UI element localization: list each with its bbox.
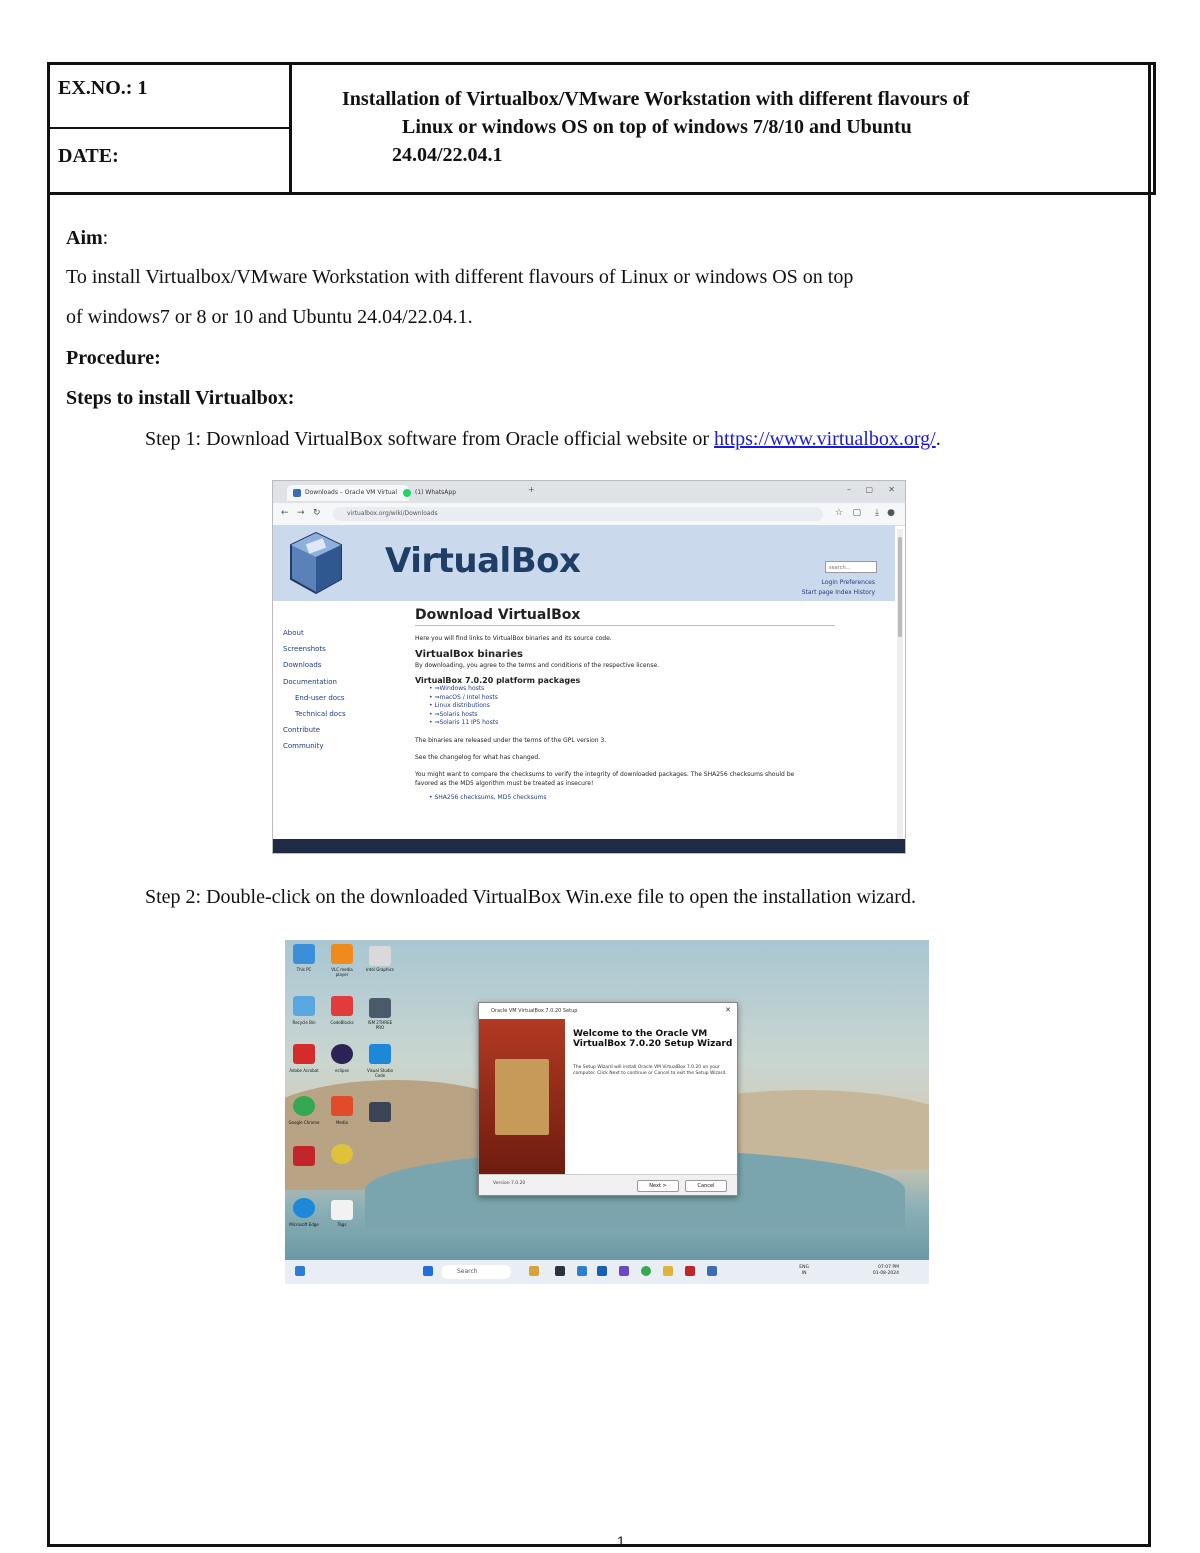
taskbar-chrome-icon[interactable] xyxy=(641,1266,651,1276)
extensions-icon[interactable]: ▢ xyxy=(852,508,861,518)
taskbar-app-icon[interactable] xyxy=(555,1266,565,1276)
wizard-version: Version 7.0.20 xyxy=(493,1181,526,1186)
windows-taskbar xyxy=(273,839,905,853)
recycle-bin-icon[interactable] xyxy=(293,996,315,1016)
close-icon[interactable]: ✕ xyxy=(888,485,895,494)
adobe-acrobat-icon[interactable] xyxy=(293,1044,315,1064)
step2-paragraph: Step 2: Double-click on the downloaded VirtualBox Win.exe file to open the installation wizard. xyxy=(145,886,916,908)
sidebar-item-end-user-docs[interactable]: End-user docs xyxy=(295,693,345,702)
page-number: 1 xyxy=(617,1533,625,1549)
download-icon[interactable]: ⤓ xyxy=(875,508,879,518)
start-icon[interactable] xyxy=(423,1266,433,1276)
taskbar-app-icon[interactable] xyxy=(685,1266,695,1276)
wizard-heading: Welcome to the Oracle VM VirtualBox 7.0.20 Setup Wizard xyxy=(573,1029,733,1049)
aim-colon: : xyxy=(102,227,109,249)
title-line: 24.04/22.04.1 xyxy=(392,144,503,166)
desktop-icon-label: Adobe Acrobat xyxy=(289,1068,319,1073)
sidebar-item-technical-docs[interactable]: Technical docs xyxy=(295,710,346,719)
document-title xyxy=(302,85,1142,169)
steps-heading: Steps to install Virtualbox: xyxy=(66,387,295,409)
media-icon[interactable] xyxy=(331,1096,353,1116)
virtualbox-box-icon xyxy=(495,1059,549,1135)
forward-icon[interactable]: → xyxy=(297,508,305,518)
exercise-number: EX.NO.: 1 xyxy=(58,77,148,99)
checksum-text: You might want to compare the checksums to verify the integrity of downloaded packages. The SHA256 checksums should be favored as the MD5 algorithm must be treated as insecure! xyxy=(415,770,795,787)
desktop-icon-label: Visual Studio Code xyxy=(367,1068,393,1078)
virtualbox-logo-icon xyxy=(287,531,345,595)
wiki-nav-links[interactable]: Start page Index History xyxy=(801,589,875,596)
url-field[interactable]: virtualbox.org/wiki/Downloads xyxy=(333,507,823,521)
binaries-text: By downloading, you agree to the terms and conditions of the respective license. xyxy=(415,662,660,669)
changelog-text: See the changelog for what has changed. xyxy=(415,753,541,761)
ism-icon[interactable] xyxy=(369,998,391,1018)
vlc-icon[interactable] xyxy=(331,944,353,964)
minimize-icon[interactable]: – xyxy=(847,485,851,494)
sidebar-item-documentation[interactable]: Documentation xyxy=(283,677,337,686)
eclipse-icon[interactable] xyxy=(331,1044,353,1064)
app-icon[interactable] xyxy=(331,1144,353,1164)
desktop-icon-label: Tags xyxy=(337,1222,347,1227)
virtualbox-banner xyxy=(273,525,895,601)
tab-label: (1) WhatsApp xyxy=(415,489,457,496)
tab-label: Downloads – Oracle VM Virtual xyxy=(305,489,397,496)
virtualbox-link[interactable]: https://www.virtualbox.org/ xyxy=(714,428,936,450)
header-left-cell xyxy=(50,65,292,192)
desktop-icon-label: Google Chrome xyxy=(288,1120,320,1125)
setup-wizard-dialog xyxy=(478,1002,738,1196)
sidebar-item-community[interactable]: Community xyxy=(283,742,324,751)
browser-address-bar xyxy=(273,503,905,526)
sidebar-item-about[interactable]: About xyxy=(283,629,304,637)
next-button[interactable]: Next > xyxy=(637,1180,679,1192)
aim-text-line: To install Virtualbox/VMware Workstation with different flavours of Linux or windows OS on top xyxy=(66,266,854,288)
aim-heading xyxy=(66,227,108,250)
sidebar-item-contribute[interactable]: Contribute xyxy=(283,726,321,735)
app-icon[interactable] xyxy=(369,1102,391,1122)
windows-taskbar xyxy=(285,1260,929,1284)
platform-link-solaris-ips[interactable]: • ⇒Solaris 11 IPS hosts xyxy=(429,719,499,726)
maximize-icon[interactable]: ▢ xyxy=(865,485,873,494)
taskbar-clock[interactable]: 07:07 PM 01-08-2024 xyxy=(872,1265,899,1276)
browser-tab-whatsapp[interactable] xyxy=(397,485,515,501)
scrollbar-thumb[interactable] xyxy=(898,537,902,637)
desktop-icon-label: Microsoft Edge xyxy=(289,1222,319,1227)
desktop-icon-label: Recycle Bin xyxy=(292,1020,316,1025)
taskbar-app-icon[interactable] xyxy=(529,1266,539,1276)
sidebar-item-screenshots[interactable]: Screenshots xyxy=(283,645,326,654)
tags-icon[interactable] xyxy=(331,1200,353,1220)
back-icon[interactable]: ← xyxy=(281,508,289,518)
taskbar-app-icon[interactable] xyxy=(597,1266,607,1276)
platform-link-windows[interactable]: • ⇒Windows hosts xyxy=(429,685,485,692)
binaries-heading: VirtualBox binaries xyxy=(415,649,523,660)
aim-label: Aim xyxy=(66,227,103,249)
this-pc-icon[interactable] xyxy=(293,944,315,964)
mcafee-icon[interactable] xyxy=(293,1146,315,1166)
taskbar-virtualbox-icon[interactable] xyxy=(707,1266,717,1276)
desktop-icon-label: Intel Graphics xyxy=(366,967,394,972)
gpl-text: The binaries are released under the terms of the GPL version 3. xyxy=(415,736,607,744)
desktop-icon-label: VLC media player xyxy=(331,967,353,977)
wiki-search-input[interactable]: search... xyxy=(825,561,877,573)
header-divider xyxy=(50,127,289,129)
new-tab-icon[interactable]: + xyxy=(528,485,535,494)
virtualbox-brand: VirtualBox xyxy=(385,541,581,581)
browser-tab-bar xyxy=(273,481,905,503)
taskbar-explorer-icon[interactable] xyxy=(663,1266,673,1276)
widgets-icon[interactable] xyxy=(295,1266,305,1276)
taskbar-app-icon[interactable] xyxy=(577,1266,587,1276)
intel-graphics-icon[interactable] xyxy=(369,946,391,966)
desktop-icon-label: Media xyxy=(335,1120,348,1125)
desktop-icon-label: This PC xyxy=(296,967,312,972)
intro-text: Here you will find links to VirtualBox binaries and its source code. xyxy=(415,635,612,642)
download-heading: Download VirtualBox xyxy=(415,607,835,626)
chrome-icon[interactable] xyxy=(293,1096,315,1116)
taskbar-app-icon[interactable] xyxy=(619,1266,629,1276)
cancel-button[interactable]: Cancel xyxy=(685,1180,727,1192)
step1-text: Step 1: Download VirtualBox software from Oracle official website or xyxy=(145,428,715,450)
aim-text-line: of windows7 or 8 or 10 and Ubuntu 24.04/22.04.1. xyxy=(66,306,473,328)
procedure-heading: Procedure: xyxy=(66,347,161,369)
platform-link-linux[interactable]: • Linux distributions xyxy=(429,702,490,709)
browser-tab-downloads[interactable] xyxy=(287,485,409,501)
step1-period: . xyxy=(935,428,941,450)
checksum-link[interactable]: • SHA256 checksums, MD5 checksums xyxy=(429,793,547,801)
taskbar-search[interactable]: Search xyxy=(441,1265,511,1279)
desktop-icon-label: CodeBlocks xyxy=(330,1020,354,1025)
desktop-icon-label: ISM 2THREE PRO xyxy=(367,1020,393,1030)
dialog-title: Oracle VM VirtualBox 7.0.20 Setup xyxy=(491,1008,578,1014)
dialog-close-icon[interactable]: ✕ xyxy=(725,1006,731,1014)
header-table xyxy=(47,62,1156,195)
step1-paragraph xyxy=(145,428,941,451)
virtualbox-favicon-icon xyxy=(293,489,301,497)
title-line: Installation of Virtualbox/VMware Workstation with different flavours of xyxy=(342,88,970,110)
reload-icon[interactable]: ↻ xyxy=(313,508,321,518)
date-label: DATE: xyxy=(58,145,119,167)
platform-heading: VirtualBox 7.0.20 platform packages xyxy=(415,676,581,685)
profile-icon[interactable]: ● xyxy=(887,508,895,518)
wizard-banner xyxy=(479,1019,565,1175)
wiki-login-links[interactable]: Login Preferences xyxy=(821,579,875,586)
desktop-screenshot xyxy=(285,940,929,1284)
codeblocks-icon[interactable] xyxy=(331,996,353,1016)
sidebar-item-downloads[interactable]: Downloads xyxy=(283,661,322,670)
browser-screenshot xyxy=(272,480,906,854)
wiki-content xyxy=(415,607,835,802)
edge-icon[interactable] xyxy=(293,1198,315,1218)
wizard-body-text: The Setup Wizard will install Oracle VM VirtualBox 7.0.20 on your computer. Click Next to continue or Cancel to exit the Setup Wizard. xyxy=(573,1065,727,1076)
whatsapp-favicon-icon xyxy=(403,489,411,497)
desktop-icon-label: eclipse xyxy=(335,1068,349,1073)
language-indicator[interactable]: ENG IN xyxy=(799,1265,809,1276)
title-line: Linux or windows OS on top of windows 7/8/10 and Ubuntu xyxy=(402,116,912,138)
wizard-footer xyxy=(479,1174,737,1195)
platform-link-macos[interactable]: • ⇒macOS / Intel hosts xyxy=(429,693,498,701)
vscode-icon[interactable] xyxy=(369,1044,391,1064)
bookmark-star-icon[interactable]: ☆ xyxy=(834,508,843,518)
platform-link-solaris[interactable]: • ⇒Solaris hosts xyxy=(429,710,478,718)
wiki-sidebar xyxy=(283,625,346,755)
